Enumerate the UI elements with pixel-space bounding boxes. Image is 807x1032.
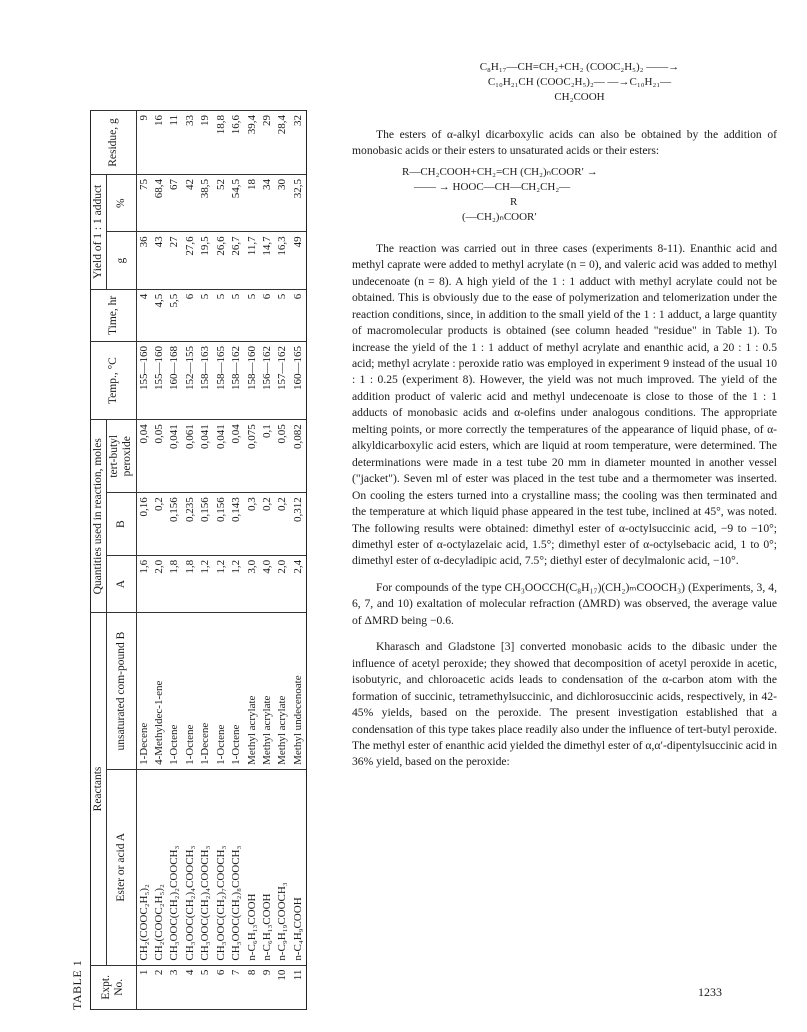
paragraph: For compounds of the type CH₃OOCCH(C₈H₁₇)(CH₂)ₘCOOCH₃) (Experiments, 3, 4, 6, 7, and 10) exaltation of molecular refraction (ΔMRD) was observed, the average value of ΔMRD being −0.6. [352,580,777,627]
cell-g: 43 [152,232,167,289]
cell-g: 26,6 [214,232,229,289]
cell-ester: CH₃OOC(CH₂)₄COOCH₃ [198,769,213,965]
cell-compound: Methyl acrylate [260,613,275,770]
cell-temp: 160—168 [167,341,182,419]
data-table [90,110,307,1010]
paragraph: The esters of α-alkyl dicarboxylic acids can also be obtained by the addition of monobasic acids or their esters to unsaturated acids or their esters: [352,127,777,157]
cell-g: 27,6 [183,232,198,289]
cell-g: 36 [136,232,152,289]
cell-pct: 54,5 [229,174,244,231]
cell-b: 0,156 [214,493,229,556]
cell-compound: 1-Octene [167,613,182,770]
table-row [152,111,167,1010]
cell-time: 5,5 [167,289,182,341]
table-row [167,111,182,1010]
cell-g: 11,7 [245,232,260,289]
cell-pct: 32,5 [291,174,307,231]
cell-time: 5 [245,289,260,341]
cell-g: 49 [291,232,307,289]
cell-residue: 28,4 [275,111,290,175]
cell-peroxide: 0,075 [245,420,260,493]
paragraph: The reaction was carried out in three cases (experiments 8-11). Enanthic acid and methyl caprate were added to methyl acrylate (n = 0), and valeric acid was added to methyl undecenoate (n = 8). A high yield of the 1 : 1 adduct with methyl acrylate could not be obtained. This is obviously due to the ease of polymerization and telomerization under the reaction conditions, since, in addition to the small yield of the 1 : 1 adduct, a large quantity of macromolecular products is obtained (see column headed "residue" in Table 1). To increase the yield of the 1 : 1 adduct of methyl acrylate and enanthic acid, a 20 : 1 : 0.5 acid; methyl acrylate : peroxide ratio was employed in experiment 9 instead of the usual 10 : 1 : 0.25 (experiment 8). However, the yield was not much improved. The yield of the addition product of valeric acid and methyl undecenoate is close to those of the 1 : 1 adducts of monobasic acids and α-olefins under analogous conditions. The appropriate melting points, or more correctly the temperatures of the appearance of liquid phase, of α-alkyldicarboxylic acid esters, which are liquid at room temperature, were determined. The determinations were made in a test tube 20 mm in diameter mounted in another vessel ("jacket"). Seven ml of ester was placed in the test tube and a thermometer was inserted. On cooling the esters turned into a crystalline mass; the cooling was then terminated and the temperature at which liquid phase appeared in the test tube, inclined at 45°, was noted. The following results were obtained: dimethyl ester of α-octylsuccinic acid, −9 to −10°; dimethyl ester of α-octylazelaic acid, 1.5°; dimethyl ester of α-octylsebacic acid, 1 to 0°; dimethyl ester of α-decyladipic acid, 7.5°; diethyl ester of decylmalonic acid, −10°. [352,241,777,568]
header-residue: Residue, g [91,111,137,175]
cell-a: 2,0 [152,555,167,612]
header-col-b: B [107,493,136,556]
cell-compound: 4-Methyldec-1-ene [152,613,167,770]
cell-compound: 1-Octene [183,613,198,770]
equation-1-line: C₈H₁₇—CH=CH₂+CH₂ (COOC₂H₅)₂ ——→ [479,61,680,73]
cell-compound: Methyl acrylate [245,613,260,770]
cell-peroxide: 0,05 [152,420,167,493]
cell-residue: 16 [152,111,167,175]
equation-2-line: R—CH₂COOH+CH₂=CH (CH₂)ₙCOOR′ → [402,166,598,179]
cell-g: 19,5 [198,232,213,289]
cell-a: 1,8 [183,555,198,612]
equation-1 [382,60,777,105]
cell-temp: 158—160 [245,341,260,419]
cell-compound: 1-Decene [198,613,213,770]
text-column [352,60,777,771]
cell-temp: 157—162 [275,341,290,419]
cell-residue: 16,6 [229,111,244,175]
table-row [229,111,244,1010]
cell-a: 1,6 [136,555,152,612]
cell-g: 14,7 [260,232,275,289]
cell-peroxide: 0,041 [167,420,182,493]
header-yield-pct: % [107,174,136,231]
header-ester-acid: Ester or acid A [107,769,136,965]
cell-temp: 158—162 [229,341,244,419]
cell-g: 16,3 [275,232,290,289]
cell-a: 2,0 [275,555,290,612]
cell-compound: Methyl acrylate [275,613,290,770]
cell-ester: n-C₆H₁₃COOH [245,769,260,965]
cell-ester: CH₂(COOC₂H₅)₂ [136,769,152,965]
cell-no: 4 [183,965,198,1009]
cell-a: 1,8 [167,555,182,612]
cell-g: 26,7 [229,232,244,289]
cell-time: 5 [214,289,229,341]
cell-residue: 32 [291,111,307,175]
cell-ester: CH₂(COOC₂H₅)₂ [152,769,167,965]
cell-peroxide: 0,041 [214,420,229,493]
cell-temp: 160—165 [291,341,307,419]
cell-ester: CH₃OOC(CH₂)₈COOCH₃ [229,769,244,965]
cell-ester: CH₃OOC(CH₂)₇COOCH₃ [214,769,229,965]
cell-pct: 42 [183,174,198,231]
equation-2 [382,165,777,224]
header-yield-g: g [107,232,136,289]
cell-ester: CH₃OOC(CH₂)₂COOCH₃ [167,769,182,965]
cell-temp: 155—160 [136,341,152,419]
header-col-a: A [107,555,136,612]
cell-a: 1,2 [214,555,229,612]
cell-pct: 34 [260,174,275,231]
cell-time: 5 [275,289,290,341]
cell-temp: 152—155 [183,341,198,419]
header-reactants: Reactants [91,613,107,965]
cell-a: 1,2 [229,555,244,612]
cell-temp: 158—163 [198,341,213,419]
cell-residue: 9 [136,111,152,175]
cell-no: 9 [260,965,275,1009]
cell-b: 0,156 [198,493,213,556]
cell-time: 4 [136,289,152,341]
cell-compound: 1-Decene [136,613,152,770]
cell-time: 6 [183,289,198,341]
cell-no: 1 [136,965,152,1009]
cell-a: 4,0 [260,555,275,612]
cell-temp: 158—165 [214,341,229,419]
cell-b: 0,2 [260,493,275,556]
cell-pct: 67 [167,174,182,231]
cell-time: 5 [229,289,244,341]
table-row [183,111,198,1010]
cell-a: 3,0 [245,555,260,612]
cell-a: 2,4 [291,555,307,612]
cell-peroxide: 0,04 [136,420,152,493]
table-row [260,111,275,1010]
cell-no: 11 [291,965,307,1009]
header-peroxide: tert-butyl peroxide [107,420,136,493]
cell-time: 4,5 [152,289,167,341]
cell-peroxide: 0,082 [291,420,307,493]
table-body [136,111,306,1010]
cell-peroxide: 0,1 [260,420,275,493]
cell-pct: 18 [245,174,260,231]
cell-no: 2 [152,965,167,1009]
cell-b: 0,2 [152,493,167,556]
table-row [198,111,213,1010]
cell-peroxide: 0,061 [183,420,198,493]
cell-b: 0,235 [183,493,198,556]
cell-b: 0,156 [167,493,182,556]
equation-2-line: R [510,196,518,209]
table-row [136,111,152,1010]
cell-time: 6 [260,289,275,341]
header-yield: Yield of 1 : 1 adduct [91,174,107,289]
cell-g: 27 [167,232,182,289]
cell-pct: 68,4 [152,174,167,231]
cell-residue: 29 [260,111,275,175]
cell-pct: 75 [136,174,152,231]
cell-no: 10 [275,965,290,1009]
header-quantities: Quantities used in reaction, moles [91,420,107,613]
equation-2-line: (—CH₂)ₙCOOR′ [462,210,537,223]
table-row [275,111,290,1010]
cell-a: 1,2 [198,555,213,612]
cell-residue: 39,4 [245,111,260,175]
cell-residue: 11 [167,111,182,175]
header-time: Time, hr [91,289,137,341]
table-row [291,111,307,1010]
cell-no: 7 [229,965,244,1009]
cell-b: 0,2 [275,493,290,556]
cell-no: 3 [167,965,182,1009]
cell-compound: 1-Octene [229,613,244,770]
cell-ester: n-C₄H₉COOH [291,769,307,965]
equation-1-line: C₁₀H₂₁CH (COOC₂H₅)₂— —→C₁₀H₂₁— [487,75,672,88]
cell-ester: n-C₆H₁₃COOH [260,769,275,965]
table-region [60,110,320,1020]
table-row [214,111,229,1010]
cell-residue: 33 [183,111,198,175]
cell-residue: 19 [198,111,213,175]
header-unsaturated: unsaturated com-pound B [107,613,136,770]
cell-b: 0,3 [245,493,260,556]
table-title: TABLE 1 [70,959,84,1010]
equation-2-line: —— → HOOC—CH—CH₂CH₂— [414,181,571,194]
cell-no: 6 [214,965,229,1009]
cell-ester: n-C₉H₁₉COOCH₃ [275,769,290,965]
cell-pct: 52 [214,174,229,231]
cell-residue: 18,8 [214,111,229,175]
cell-peroxide: 0,05 [275,420,290,493]
cell-temp: 156—162 [260,341,275,419]
cell-b: 0,143 [229,493,244,556]
cell-pct: 30 [275,174,290,231]
equation-1-line: CH₂COOH [554,90,605,103]
cell-b: 0,312 [291,493,307,556]
cell-peroxide: 0,041 [198,420,213,493]
paragraph: Kharasch and Gladstone [3] converted monobasic acids to the dibasic under the influence of acetyl peroxide; they showed that decomposition of acetyl peroxide in acetic, isobutyric, and chloroacetic acids leads to condensation of the α-carbon atom with the formation of succinic, tetramethylsuccinic, and dichlorosuccinic acids, respectively, in 42-45% yields, based on the peroxide. The present investigation established that a condensation of this type takes place readily also under the influence of tert-butyl peroxide. The methyl ester of enanthic acid yielded the dimethyl ester of α,α′-dipentylsuccinic acid in 36% yield, based on the peroxide: [352,640,777,769]
header-temp: Temp., °C [91,341,137,419]
cell-no: 5 [198,965,213,1009]
cell-temp: 155—160 [152,341,167,419]
header-expt: Expt. No. [91,965,137,1009]
cell-ester: CH₃OOC(CH₂)₄COOCH₃ [183,769,198,965]
page-number: 1233 [698,985,722,999]
cell-b: 0,16 [136,493,152,556]
cell-compound: Methyl undecenoate [291,613,307,770]
cell-time: 6 [291,289,307,341]
cell-no: 8 [245,965,260,1009]
cell-peroxide: 0,04 [229,420,244,493]
cell-pct: 38,5 [198,174,213,231]
cell-time: 5 [198,289,213,341]
table-rotated-container [60,110,310,1010]
cell-compound: 1-Octene [214,613,229,770]
table-row [245,111,260,1010]
